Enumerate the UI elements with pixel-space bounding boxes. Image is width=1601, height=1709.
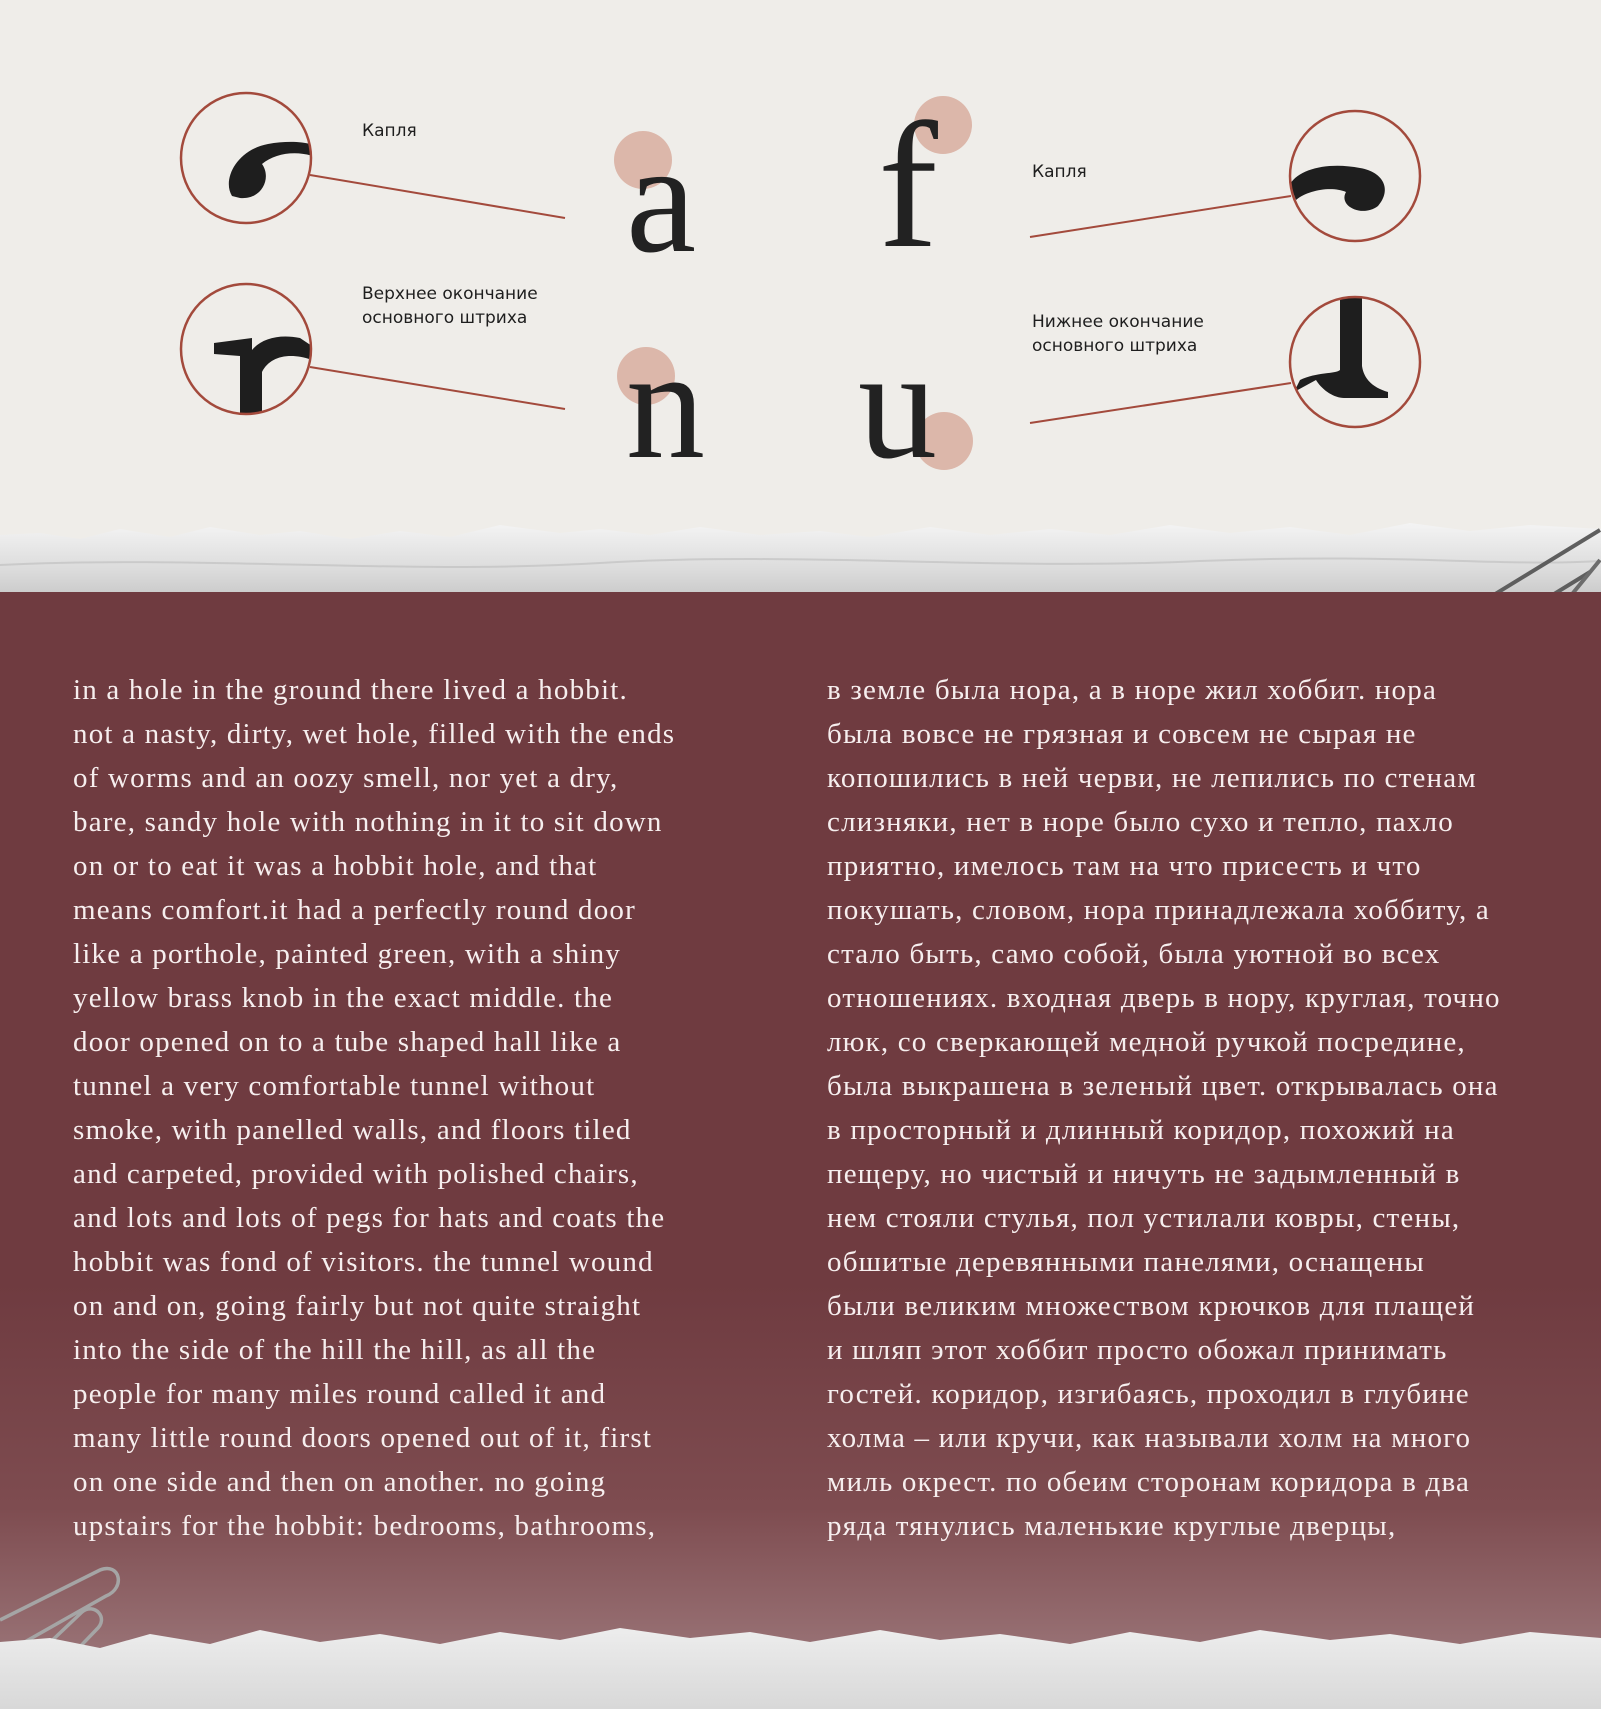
leader-line-bottom-terminal [1030,383,1291,423]
leader-line-top-terminal [310,367,565,409]
specimen-letter-f: f [878,86,938,285]
specimen-letter-n: n [626,317,705,492]
leader-line-drop-left [310,175,565,218]
leader-line-drop-right [1030,196,1291,237]
label-bottom-terminal: Нижнее окончание основного штриха [1032,312,1204,356]
label-drop-right: Капля [1032,162,1087,182]
label-top-terminal: Верхнее окончание основного штриха [362,284,538,328]
specimen-letter-a: a [626,111,697,286]
label-drop-left: Капля [362,121,417,141]
text-column-english: in a hole in the ground there lived a hobbit. not a nasty, dirty, wet hole, filled with the ends of worms and an oozy smell, nor yet a dry, bare, sandy hole with nothing in it to sit down on or to eat it was a hobbit hole, and that means comfort.it had a perfectly round door like a porthole, painted green, with a shiny yellow brass knob in the exact middle. the door opened on to a tube shaped hall like a tunnel a very comfortable tunnel without smoke, with panelled walls, and floors tiled and carpeted, provided with polished chairs, and lots and lots of pegs for hats and coats the hobbit was fond of visitors. the tunnel wound on and on, going fairly but not quite straight into the side of the hill the hill, as all the people for many miles round called it and many little round doors opened out of it, first on one side and then on another. no going upstairs for the hobbit: bedrooms, bathrooms, [73,674,676,1542]
zoom-drop-left [181,93,318,223]
text-column-russian: в земле была нора, а в норе жил хоббит. нора была вовсе не грязная и совсем не сырая не копошились в ней черви, не лепились по стенам слизняки, нет в норе было сухо и тепло, пахло приятно, имелось там на что присесть и что покушать, словом, нора принадлежала хоббиту, а стало быть, само собой, была уютной во всех отношениях. входная дверь в нору, круглая, точно люк, со сверкающей медной ручкой посредине, была выкрашена в зеленый цвет. открывалась она в просторный и длинный коридор, похожий на пещеру, но чистый и ничуть не задымленный в нем стояли стулья, пол устилали ковры, стены, обшитые деревянными панелями, оснащены были великим множеством крючков для плащей и шляп этот хоббит просто обожал принимать гостей. коридор, изгибаясь, проходил в глубине холма – или кручи, как называли холм на много миль окрест. по обеим сторонам коридора в два ряда тянулись маленькие круглые дверцы, [827,674,1501,1542]
specimen-letter-u: u [858,317,937,492]
torn-paper-bottom [0,1608,1601,1709]
torn-paper-top [0,505,1601,600]
